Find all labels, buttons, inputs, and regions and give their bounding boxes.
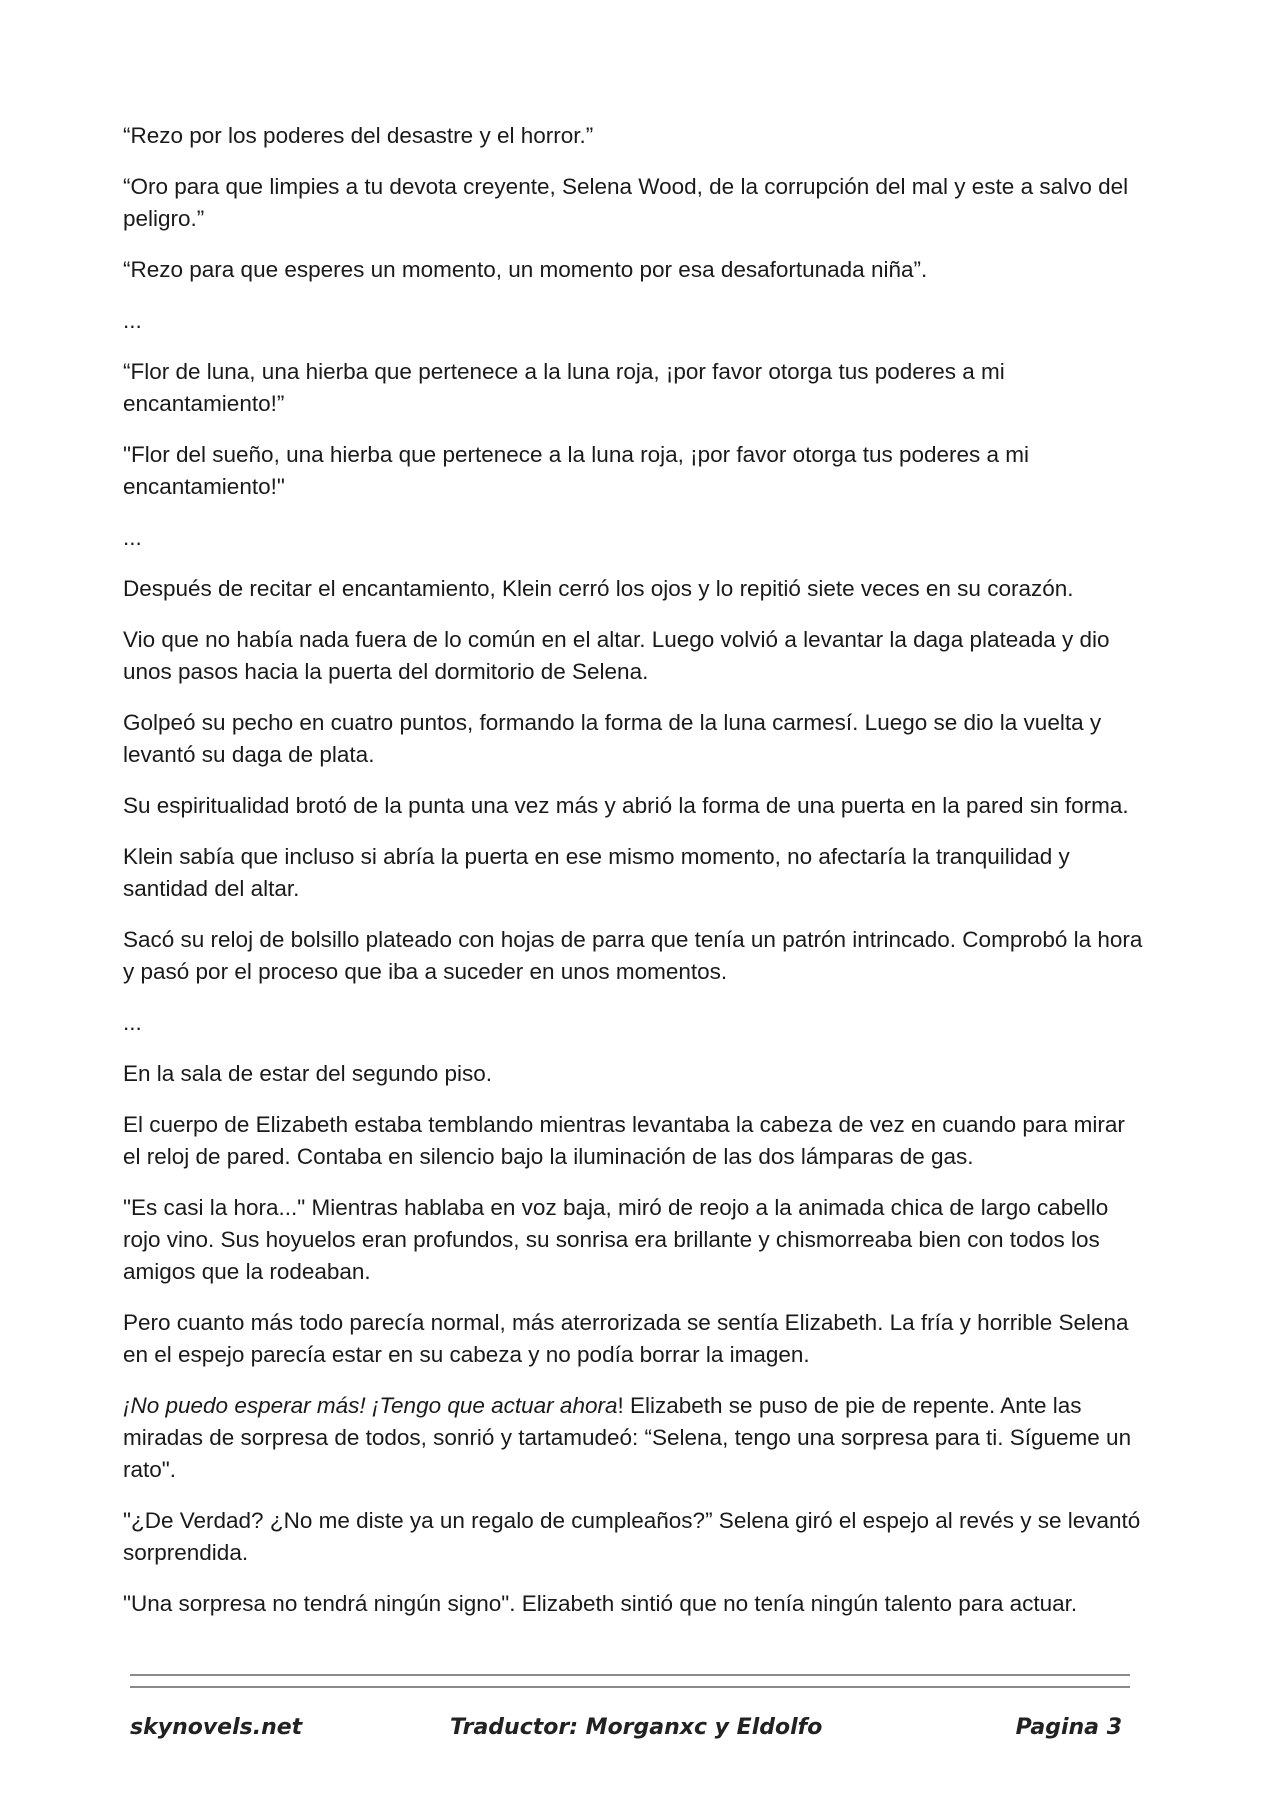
- italic-thought: ¡No puedo esperar más! ¡Tengo que actuar ahora: [123, 1393, 618, 1418]
- paragraph: [123, 1390, 1143, 1486]
- paragraph: “Rezo para que esperes un momento, un momento por esa desafortunada niña”.: [123, 257, 928, 282]
- footer-page-number: Pagina 3: [1015, 1715, 1122, 1740]
- paragraph: "Flor del sueño, una hierba que pertenece a la luna roja, ¡por favor otorga tus poderes a mi encantamiento!": [123, 442, 1030, 499]
- footer-divider-bottom: [130, 1686, 1130, 1688]
- footer-translator: Traductor: Morganxc y Eldolfo: [450, 1715, 823, 1740]
- paragraph: En la sala de estar del segundo piso.: [123, 1061, 492, 1086]
- paragraph: "Una sorpresa no tendrá ningún signo". Elizabeth sintió que no tenía ningún talento para actuar.: [123, 1591, 1078, 1616]
- scene-break: ...: [123, 525, 142, 550]
- paragraph: “Flor de luna, una hierba que pertenece a la luna roja, ¡por favor otorga tus poderes a mi encantamiento!”: [123, 359, 1005, 416]
- paragraph: “Rezo por los poderes del desastre y el horror.”: [123, 123, 594, 148]
- paragraph: Su espiritualidad brotó de la punta una vez más y abrió la forma de una puerta en la pared sin forma.: [123, 793, 1129, 818]
- scene-break: ...: [123, 308, 142, 333]
- paragraph: Después de recitar el encantamiento, Klein cerró los ojos y lo repitió siete veces en su corazón.: [123, 576, 1074, 601]
- paragraph: Golpeó su pecho en cuatro puntos, formando la forma de la luna carmesí. Luego se dio la vuelta y levantó su daga de plata.: [123, 710, 1102, 767]
- paragraph: “Oro para que limpies a tu devota creyente, Selena Wood, de la corrupción del mal y este a salvo del peligro.”: [123, 174, 1129, 231]
- paragraph: Klein sabía que incluso si abría la puerta en ese mismo momento, no afectaría la tranquilidad y santidad del altar.: [123, 844, 1070, 901]
- paragraph-text: ! Elizabeth se puso de pie de repente. Ante las miradas de sorpresa de todos, sonrió y tartamudeó: “Selena, tengo una sorpresa para ti. Sígueme un rato".: [123, 1393, 1132, 1482]
- document-body: [123, 120, 1143, 1639]
- paragraph: "Es casi la hora..." Mientras hablaba en voz baja, miró de reojo a la animada chica de largo cabello rojo vino. Sus hoyuelos eran profundos, su sonrisa era brillante y chismorreaba bien con todos los amigos que la rodeaban.: [123, 1195, 1109, 1284]
- paragraph: Sacó su reloj de bolsillo plateado con hojas de parra que tenía un patrón intrincado. Comprobó la hora y pasó por el proceso que iba a suceder en unos momentos.: [123, 927, 1143, 984]
- footer-site: skynovels.net: [130, 1715, 303, 1740]
- paragraph: El cuerpo de Elizabeth estaba temblando mientras levantaba la cabeza de vez en cuando para mirar el reloj de pared. Contaba en silencio bajo la iluminación de las dos lámparas de gas.: [123, 1112, 1125, 1169]
- page-footer: [130, 1715, 1130, 1751]
- paragraph: "¿De Verdad? ¿No me diste ya un regalo de cumpleaños?” Selena giró el espejo al revés y se levantó sorprendida.: [123, 1508, 1141, 1565]
- scene-break: ...: [123, 1010, 142, 1035]
- footer-divider-top: [130, 1674, 1130, 1676]
- paragraph: Pero cuanto más todo parecía normal, más aterrorizada se sentía Elizabeth. La fría y horrible Selena en el espejo parecía estar en su cabeza y no podía borrar la imagen.: [123, 1310, 1129, 1367]
- paragraph: Vio que no había nada fuera de lo común en el altar. Luego volvió a levantar la daga plateada y dio unos pasos hacia la puerta del dormitorio de Selena.: [123, 627, 1110, 684]
